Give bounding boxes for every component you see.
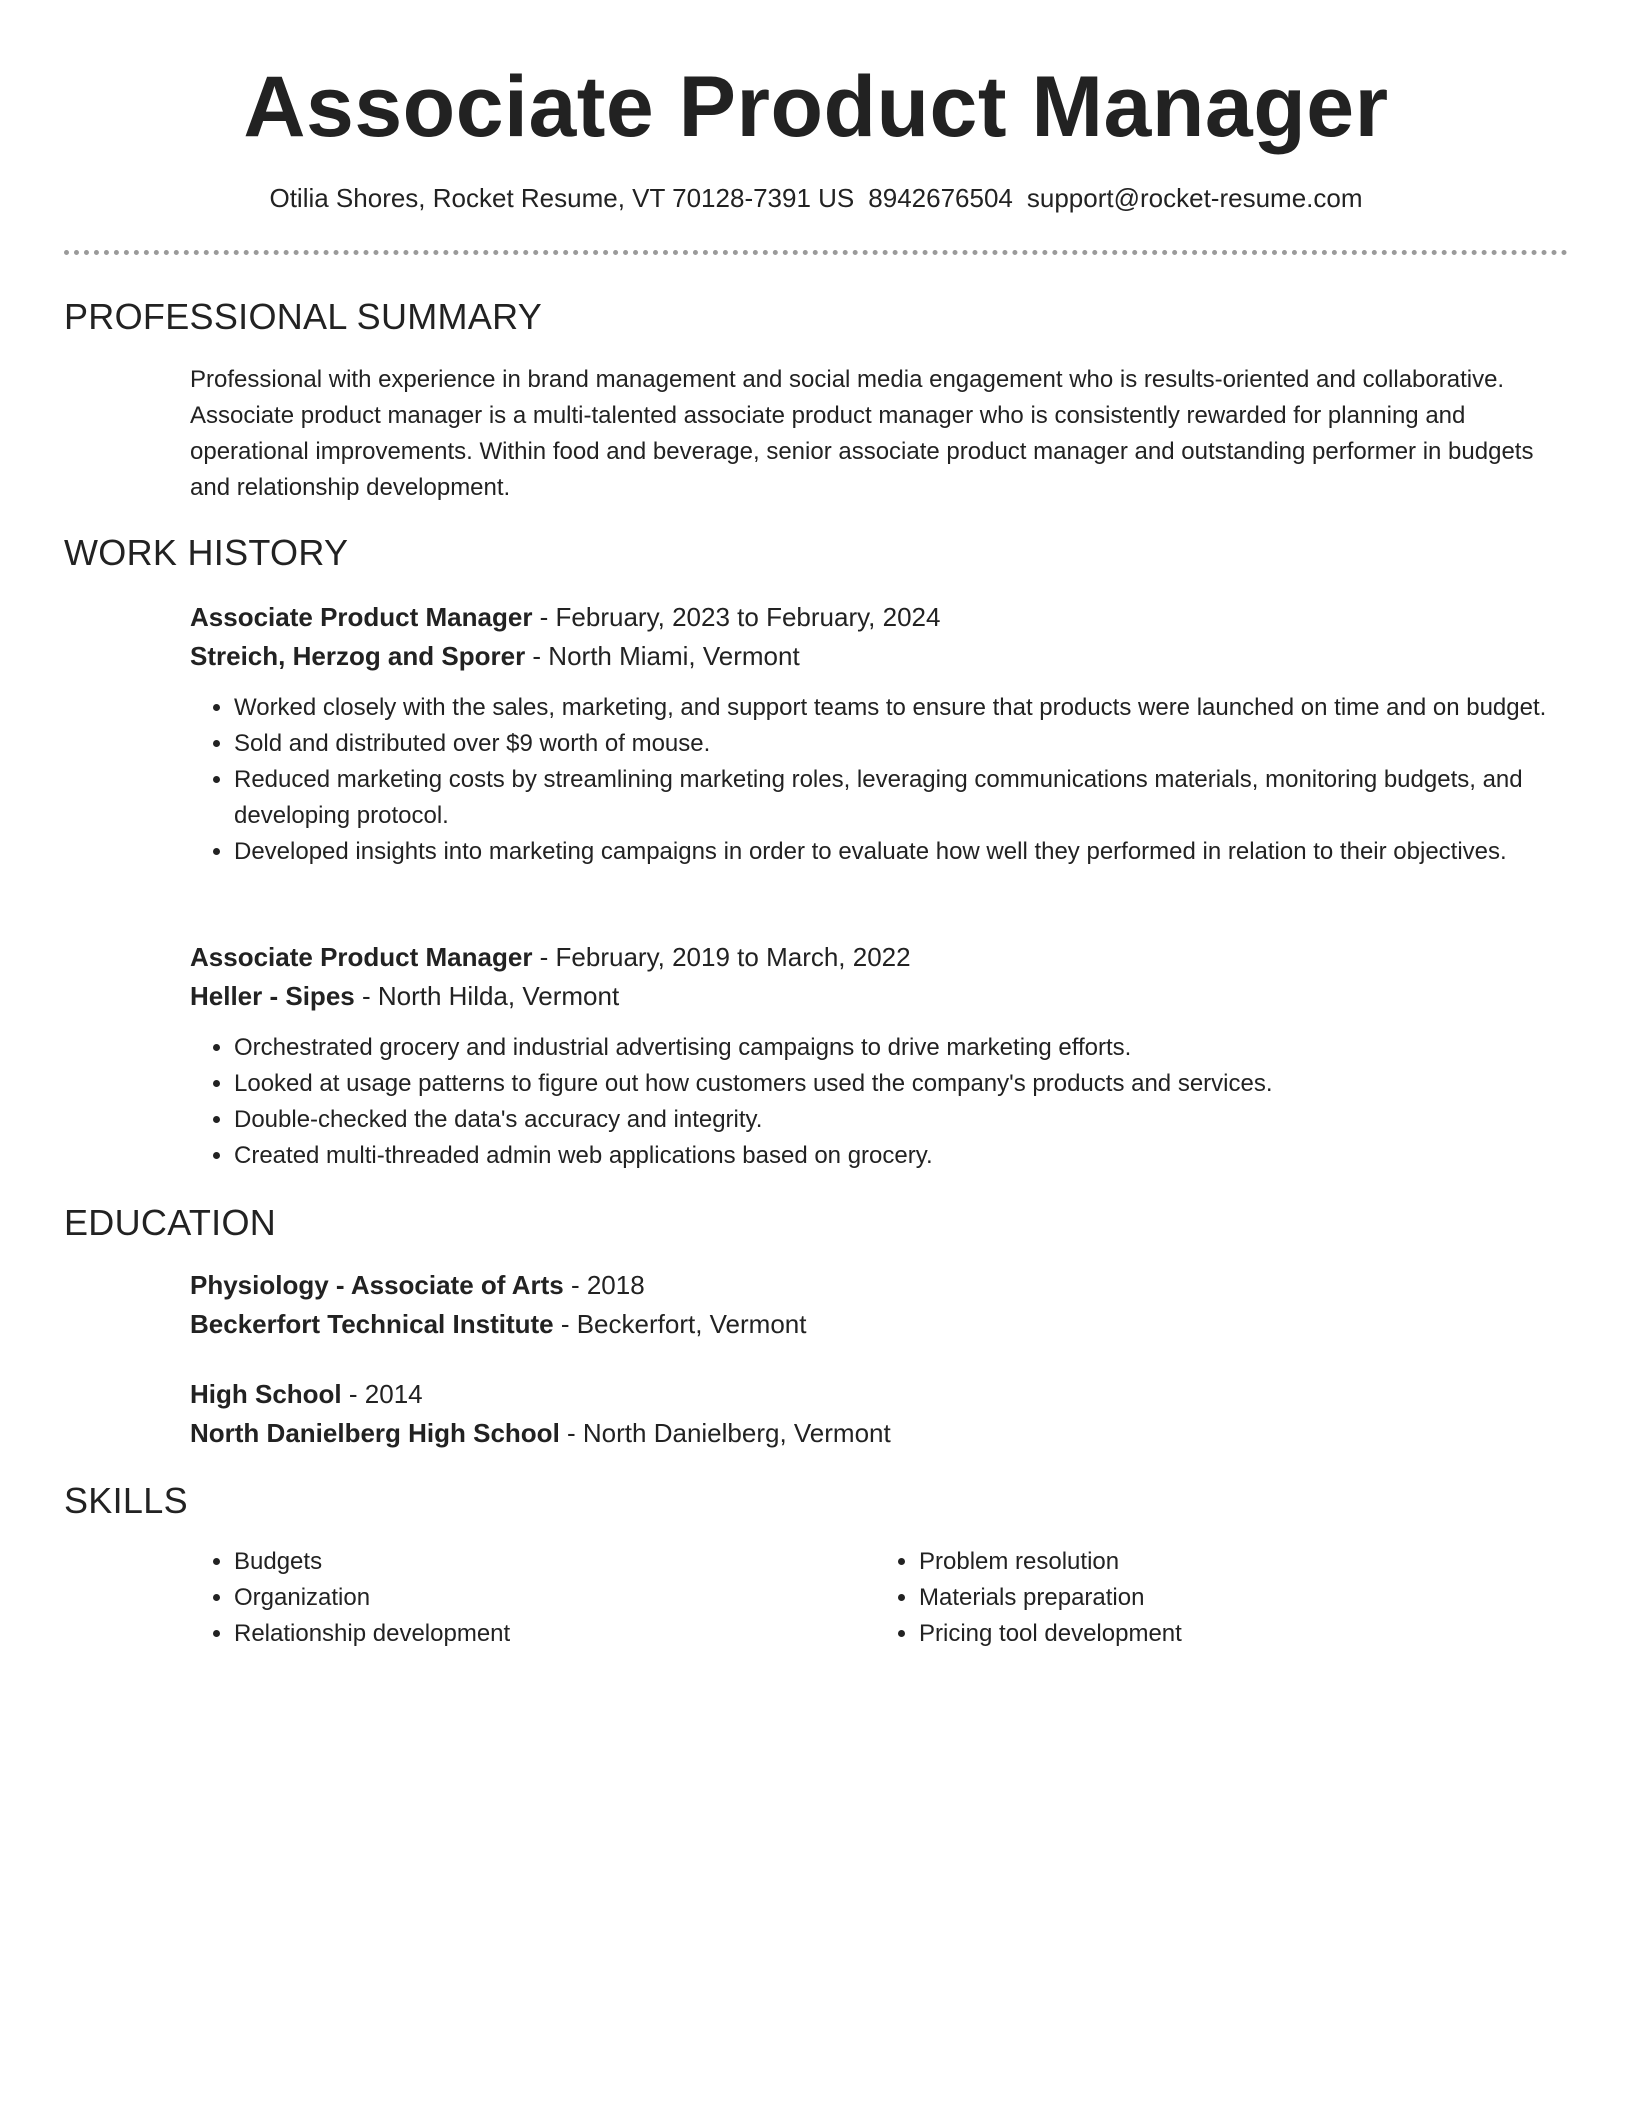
skills-column-right — [875, 1544, 1560, 1652]
education-year: - 2018 — [563, 1270, 645, 1300]
summary-text: Professional with experience in brand management and social media engagement who is results-oriented and collaborative. Associate product manager is a multi-talented associate product manager who is consistently rewarded for planning and operational improvements. Within food and beverage, senior associate product manager and outstanding performer in budgets and relationship development. — [190, 366, 1534, 501]
education-school: Beckerfort Technical Institute — [190, 1309, 554, 1339]
job-title-line — [190, 598, 1560, 637]
skill-item: • Pricing tool development — [919, 1616, 1560, 1652]
work-history-heading: WORK HISTORY — [64, 532, 349, 573]
job-bullet: • Developed insights into marketing campaigns in order to evaluate how well they performed in relation to their objectives. — [234, 834, 1560, 870]
education-year: - 2014 — [341, 1379, 423, 1409]
skill-item: • Organization — [234, 1580, 875, 1616]
job-bullet: • Sold and distributed over $9 worth of mouse. — [234, 726, 1560, 762]
contact-email[interactable]: support@rocket-resume.com — [1026, 183, 1363, 213]
education-entry — [190, 1266, 1560, 1344]
job-title: Associate Product Manager — [190, 942, 533, 972]
job-location: - North Hilda, Vermont — [354, 981, 620, 1011]
skills-heading: SKILLS — [64, 1480, 188, 1521]
job-bullets — [190, 690, 1560, 870]
contact-line — [0, 180, 1632, 216]
header-divider — [64, 250, 1568, 255]
job-bullet: • Double-checked the data's accuracy and integrity. — [234, 1102, 1560, 1138]
job-entry — [190, 598, 1560, 870]
summary-heading: PROFESSIONAL SUMMARY — [64, 296, 543, 337]
education-degree-line — [190, 1266, 1560, 1305]
job-title-line — [190, 938, 1560, 977]
contact-phone: 8942676504 — [868, 183, 1013, 213]
job-dates: - February, 2019 to March, 2022 — [532, 942, 911, 972]
education-school-line — [190, 1305, 1560, 1344]
education-location: - North Danielberg, Vermont — [559, 1418, 891, 1448]
skill-item: • Problem resolution — [919, 1544, 1560, 1580]
job-company: Streich, Herzog and Sporer — [190, 641, 526, 671]
education-degree: Physiology - Associate of Arts — [190, 1270, 564, 1300]
job-dates: - February, 2023 to February, 2024 — [532, 602, 941, 632]
job-bullet: • Orchestrated grocery and industrial advertising campaigns to drive marketing efforts. — [234, 1030, 1560, 1066]
skill-item: • Budgets — [234, 1544, 875, 1580]
job-location: - North Miami, Vermont — [525, 641, 800, 671]
education-school-line — [190, 1414, 1560, 1453]
skill-item: • Relationship development — [234, 1616, 875, 1652]
skill-item: • Materials preparation — [919, 1580, 1560, 1616]
education-degree-line — [190, 1375, 1560, 1414]
job-title: Associate Product Manager — [190, 602, 533, 632]
job-company: Heller - Sipes — [190, 981, 355, 1011]
job-bullet: • Reduced marketing costs by streamlining marketing roles, leveraging communications materials, monitoring budgets, and developing protocol. — [234, 762, 1560, 834]
education-heading: EDUCATION — [64, 1202, 277, 1243]
summary-section — [190, 362, 1560, 506]
job-bullet: • Worked closely with the sales, marketing, and support teams to ensure that products were launched on time and on budget. — [234, 690, 1560, 726]
job-company-line — [190, 637, 1560, 676]
job-bullet: • Created multi-threaded admin web applications based on grocery. — [234, 1138, 1560, 1174]
education-location: - Beckerfort, Vermont — [553, 1309, 807, 1339]
resume-title: Associate Product Manager — [243, 59, 1389, 155]
job-bullets — [190, 1030, 1560, 1174]
job-entry — [190, 938, 1560, 1174]
contact-address: Otilia Shores, Rocket Resume, VT 70128-7391 US — [269, 183, 855, 213]
education-degree: High School — [190, 1379, 342, 1409]
education-entry — [190, 1375, 1560, 1453]
job-company-line — [190, 977, 1560, 1016]
skills-list — [190, 1544, 1560, 1652]
education-school: North Danielberg High School — [190, 1418, 560, 1448]
job-bullet: • Looked at usage patterns to figure out how customers used the company's products and services. — [234, 1066, 1560, 1102]
skills-column-left — [190, 1544, 875, 1652]
